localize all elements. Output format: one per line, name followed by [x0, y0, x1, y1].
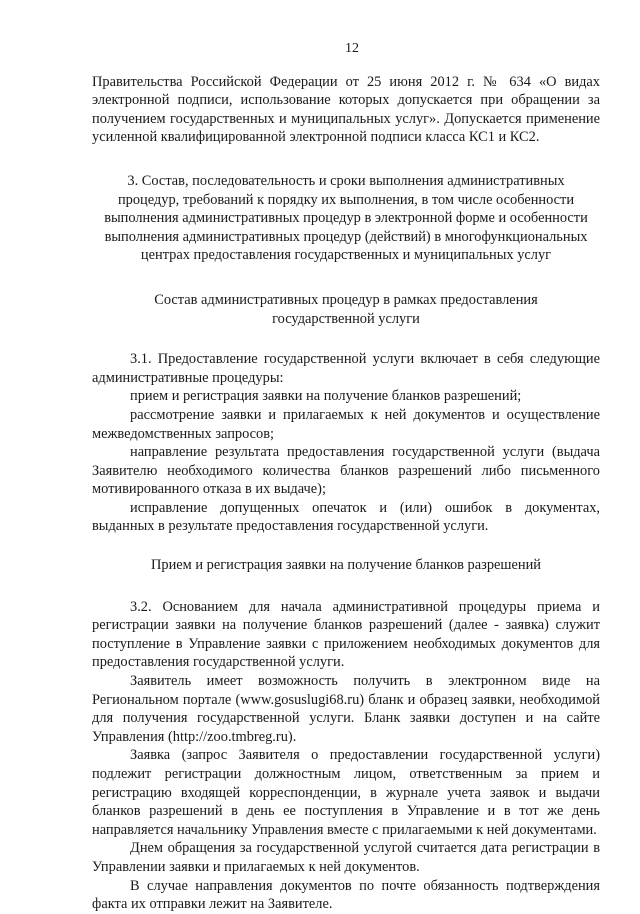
paragraph-applicant: Заявитель имеет возможность получить в электронном виде на Региональном портале (www.gosuslugi68.ru) бланк и образец заявки, необходимой для получения государственной услуги. Бланк заявки доступен и на сайте Управления (http://zoo.tmbreg.ru). [92, 673, 600, 745]
procedure-item: рассмотрение заявки и прилагаемых к ней документов и осуществление межведомственных запросов; [92, 406, 600, 442]
paragraph-3-2: 3.2. Основанием для начала административной процедуры приема и регистрации заявки на получение бланков разрешений (далее - заявка) служит поступление в Управление заявки с приложением необходимых документов для предоставления государственной услуги. [92, 598, 600, 671]
procedure-item: направление результата предоставления государственной услуги (выдача Заявителю необходимого количества бланков разрешений либо письменного мотивированного отказа в их выдаче); [92, 444, 600, 498]
paragraph-request: Заявка (запрос Заявителя о предоставлении государственной услуги) подлежит регистрации должностным лицом, ответственным за прием и регистрацию входящей корреспонденции, в журнале учета заявок и выдачи бланков разрешений в день ее поступления в Управление и в тот же день направляется начальнику Управления вместе с прилагаемыми к ней документами. [92, 747, 600, 838]
procedure-item: прием и регистрация заявки на получение бланков разрешений; [130, 388, 522, 405]
subheading-reception: Прием и регистрация заявки на получение бланков разрешений [151, 557, 541, 574]
paragraph-3-1: 3.1. Предоставление государственной услуги включает в себя следующие административные процедуры: [92, 351, 600, 386]
intro-paragraph: Правительства Российской Федерации от 25 июня 2012 г. № 634 «О видах электронной подписи, использование которых допускается при обращении за получением государственных и муниципальных услуг». Допускается применение усиленной квалифицированной электронной подписи класса КС1 и КС2. [92, 73, 600, 146]
subheading-composition: Состав административных процедур в рамках предоставления государственной услуги [154, 291, 538, 327]
section-heading: 3. Состав, последовательность и сроки выполнения административных процедур, требований к порядку их выполнения, в том числе особенности выполнения административных процедур в электронной форме и особенности выполнения административных процедур (действий) в многофункциональных центрах предоставления государственных и муниципальных услуг [104, 172, 588, 264]
paragraph-day: Днем обращения за государственной услугой считается дата регистрации в Управлении заявки и прилагаемых к ней документов. [92, 840, 600, 875]
procedure-item: исправление допущенных опечаток и (или) ошибок в документах, выданных в результате предоставления государственной услуги. [92, 499, 600, 535]
page-number: 12 [345, 41, 359, 56]
paragraph-mail: В случае направления документов по почте обязанность подтверждения факта их отправки лежит на Заявителе. [92, 877, 600, 913]
document-page [92, 40, 600, 914]
